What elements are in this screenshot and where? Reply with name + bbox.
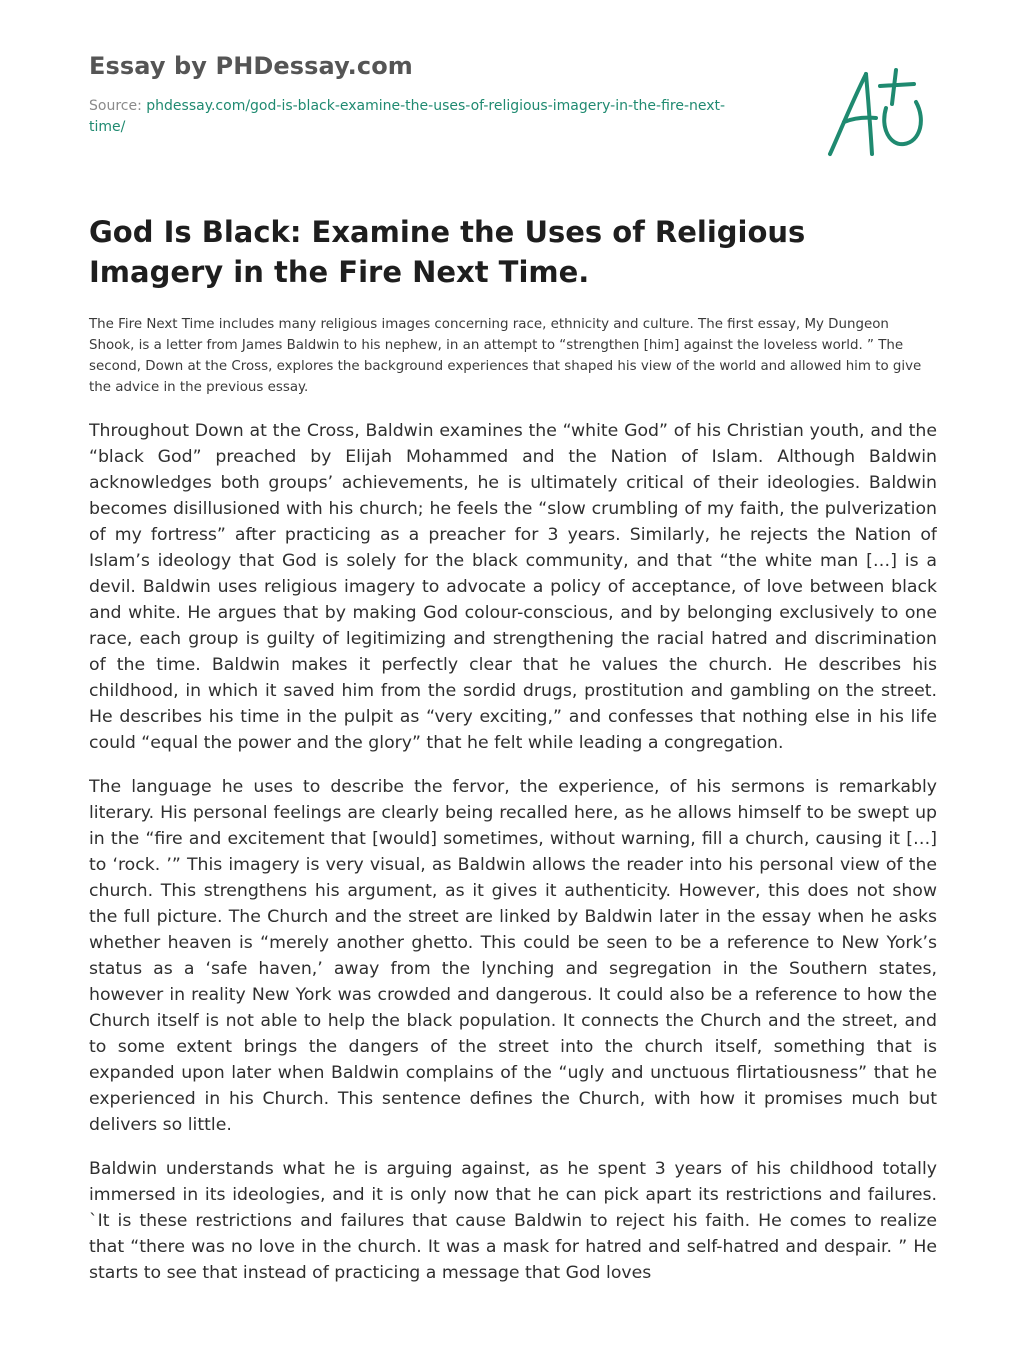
a-plus-logo-plus-horizontal: [880, 84, 914, 86]
essay-title: God Is Black: Examine the Uses of Religious Imagery in the Fire Next Time.: [89, 215, 806, 289]
essay-paragraph: Baldwin understands what he is arguing against, as he spent 3 years of his childhood totally immersed in its ideologies, and it is only now that he can pick apart its restrictions and failures. `It is these restrictions and failures that cause Baldwin to reject his faith. He comes to realize that “there was no love in the church. It was a mask for hatred and self-hatred and despair. ” He starts to see that instead of practicing a message that God loves: [89, 1159, 937, 1283]
essay-paragraph: The language he uses to describe the fervor, the experience, of his sermons is remarkably literary. His personal feelings are clearly being recalled here, as he allows himself to be swept up in the “fire and excitement that [would] sometimes, without warning, fill a church, causing it […] to ‘rock. ’” This imagery is very visual, as Baldwin allows the reader into his personal view of the church. This strengthens his argument, as it gives it authenticity. However, this does not show the full picture. The Church and the street are linked by Baldwin later in the essay when he asks whether heaven is “merely another ghetto. This could be seen to be a reference to New York’s status as a ‘safe haven,’ away from the lynching and segregation in the Southern states, however in reality New York was crowded and dangerous. It could also be a reference to how the Church itself is not able to help the black population. It connects the Church and the street, and to some extent brings the dangers of the street into the church itself, something that is expanded upon later when Baldwin complains of the “ugly and unctuous flirtatiousness” that he experienced in his Church. This sentence defines the Church, with how it promises much but delivers so little.: [89, 777, 937, 1135]
site-brand: Essay by PHDessay.com: [89, 52, 413, 80]
source-line: [89, 96, 749, 138]
a-plus-logo-a-left-stroke: [830, 74, 866, 154]
a-plus-logo-a-right-stroke: [866, 74, 872, 154]
a-plus-logo: [822, 62, 932, 162]
essay-intro: The Fire Next Time includes many religious images concerning race, ethnicity and culture. The first essay, My Dungeon Shook, is a letter from James Baldwin to his nephew, in an attempt to “strengthen [him] against the loveless world. ” The second, Down at the Cross, explores the background experiences that shaped his view of the world and allowed him to give the advice in the previous essay.: [89, 317, 922, 395]
source-label: Source:: [89, 98, 147, 114]
a-plus-logo-curl: [884, 102, 921, 144]
essay-body: [89, 418, 937, 1312]
source-link[interactable]: phdessay.com/god-is-black-examine-the-uses-of-religious-imagery-in-the-fire-next-time/: [89, 98, 726, 135]
essay-paragraph: Throughout Down at the Cross, Baldwin examines the “white God” of his Christian youth, and the “black God” preached by Elijah Mohammed and the Nation of Islam. Although Baldwin acknowledges both groups’ achievements, he is ultimately critical of their ideologies. Baldwin becomes disillusioned with his church; he feels the “slow crumbling of my faith, the pulverization of my fortress” after practicing as a preacher for 3 years. Similarly, he rejects the Nation of Islam’s ideology that God is solely for the black community, and that “the white man […] is a devil. Baldwin uses religious imagery to advocate a policy of acceptance, of love between black and white. He argues that by making God colour-conscious, and by belonging exclusively to one race, each group is guilty of legitimizing and strengthening the racial hatred and discrimination of the time. Baldwin makes it perfectly clear that he values the church. He describes his childhood, in which it saved him from the sordid drugs, prostitution and gambling on the street. He describes his time in the pulpit as “very exciting,” and confesses that nothing else in his life could “equal the power and the glory” that he felt while leading a congregation.: [89, 421, 937, 753]
page-header: [89, 50, 789, 138]
